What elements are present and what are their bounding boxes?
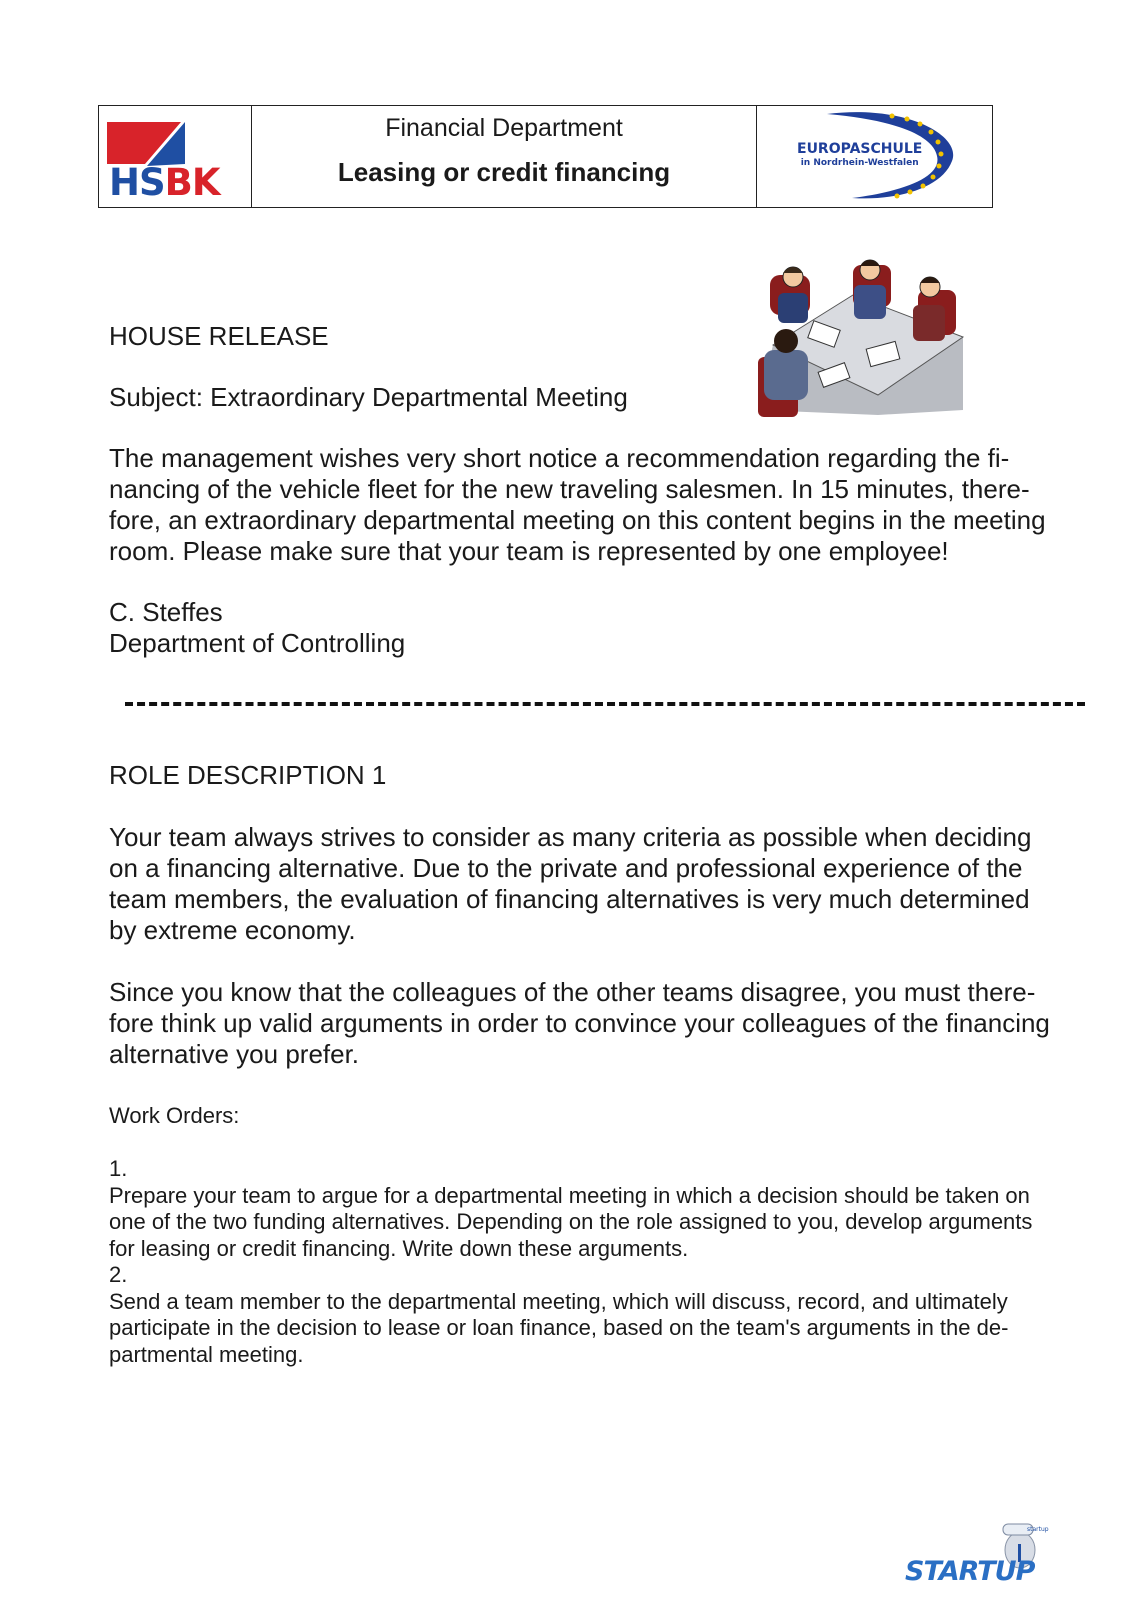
header-title-cell bbox=[252, 106, 757, 207]
europaschule-logo bbox=[757, 106, 992, 207]
release-body: The management wishes very short notice a recommendation regarding the fi- nancing of the vehicle fleet for the new traveling salesmen. In 15 minutes, there- fore, an extraordinary departmental meeting on this content begins in the meeting room. Please make sure that your team is represented by one employee! bbox=[109, 443, 1046, 566]
signature-name: C. Steffes bbox=[109, 597, 223, 627]
department-name: Financial Department bbox=[385, 114, 623, 142]
work-order-1-number: 1. bbox=[109, 1156, 128, 1181]
work-orders-heading: Work Orders: bbox=[109, 1103, 240, 1128]
role-paragraph-2: Since you know that the colleagues of the other teams disagree, you must there- fore think up valid arguments in order to convince your colleagues of the financing alternative you prefer. bbox=[109, 977, 1050, 1069]
work-order-2: 2. Send a team member to the departmental meeting, which will discuss, record, and ultimately participate in the decision to lease or loan finance, based on the team's arguments in the de- partmental meeting. bbox=[109, 1262, 1099, 1368]
europa-logo-text: EUROPASCHULE in Nordrhein-Westfalen bbox=[797, 141, 923, 168]
work-order-1: 1. Prepare your team to argue for a departmental meeting in which a decision should be taken on one of the two funding alternatives. Depending on the role assigned to you, develop arguments for leasing or credit financing. Write down these arguments. bbox=[109, 1156, 1099, 1262]
work-order-2-number: 2. bbox=[109, 1262, 128, 1287]
business-meeting-illustration bbox=[758, 245, 968, 420]
document-header bbox=[98, 105, 993, 208]
house-release-heading: HOUSE RELEASE bbox=[109, 321, 329, 351]
cut-line-divider bbox=[125, 702, 1085, 706]
role-paragraph-1: Your team always strives to consider as many criteria as possible when deciding on a financing alternative. Due to the private and professional experience of the team members, the evaluation of financing alternatives is very much determined by extreme economy. bbox=[109, 822, 1032, 945]
document-title: Leasing or credit financing bbox=[337, 157, 671, 187]
hsbk-logo-text: HSBK bbox=[109, 161, 220, 204]
signature-department: Department of Controlling bbox=[109, 628, 406, 658]
hsbk-logo bbox=[99, 106, 252, 207]
role-description-heading: ROLE DESCRIPTION 1 bbox=[109, 760, 387, 790]
release-subject: Subject: Extraordinary Departmental Meeting bbox=[109, 382, 628, 412]
startup-logo: startup STARTUP bbox=[905, 1510, 1065, 1590]
startup-logo-text: STARTUP bbox=[905, 1556, 1035, 1587]
